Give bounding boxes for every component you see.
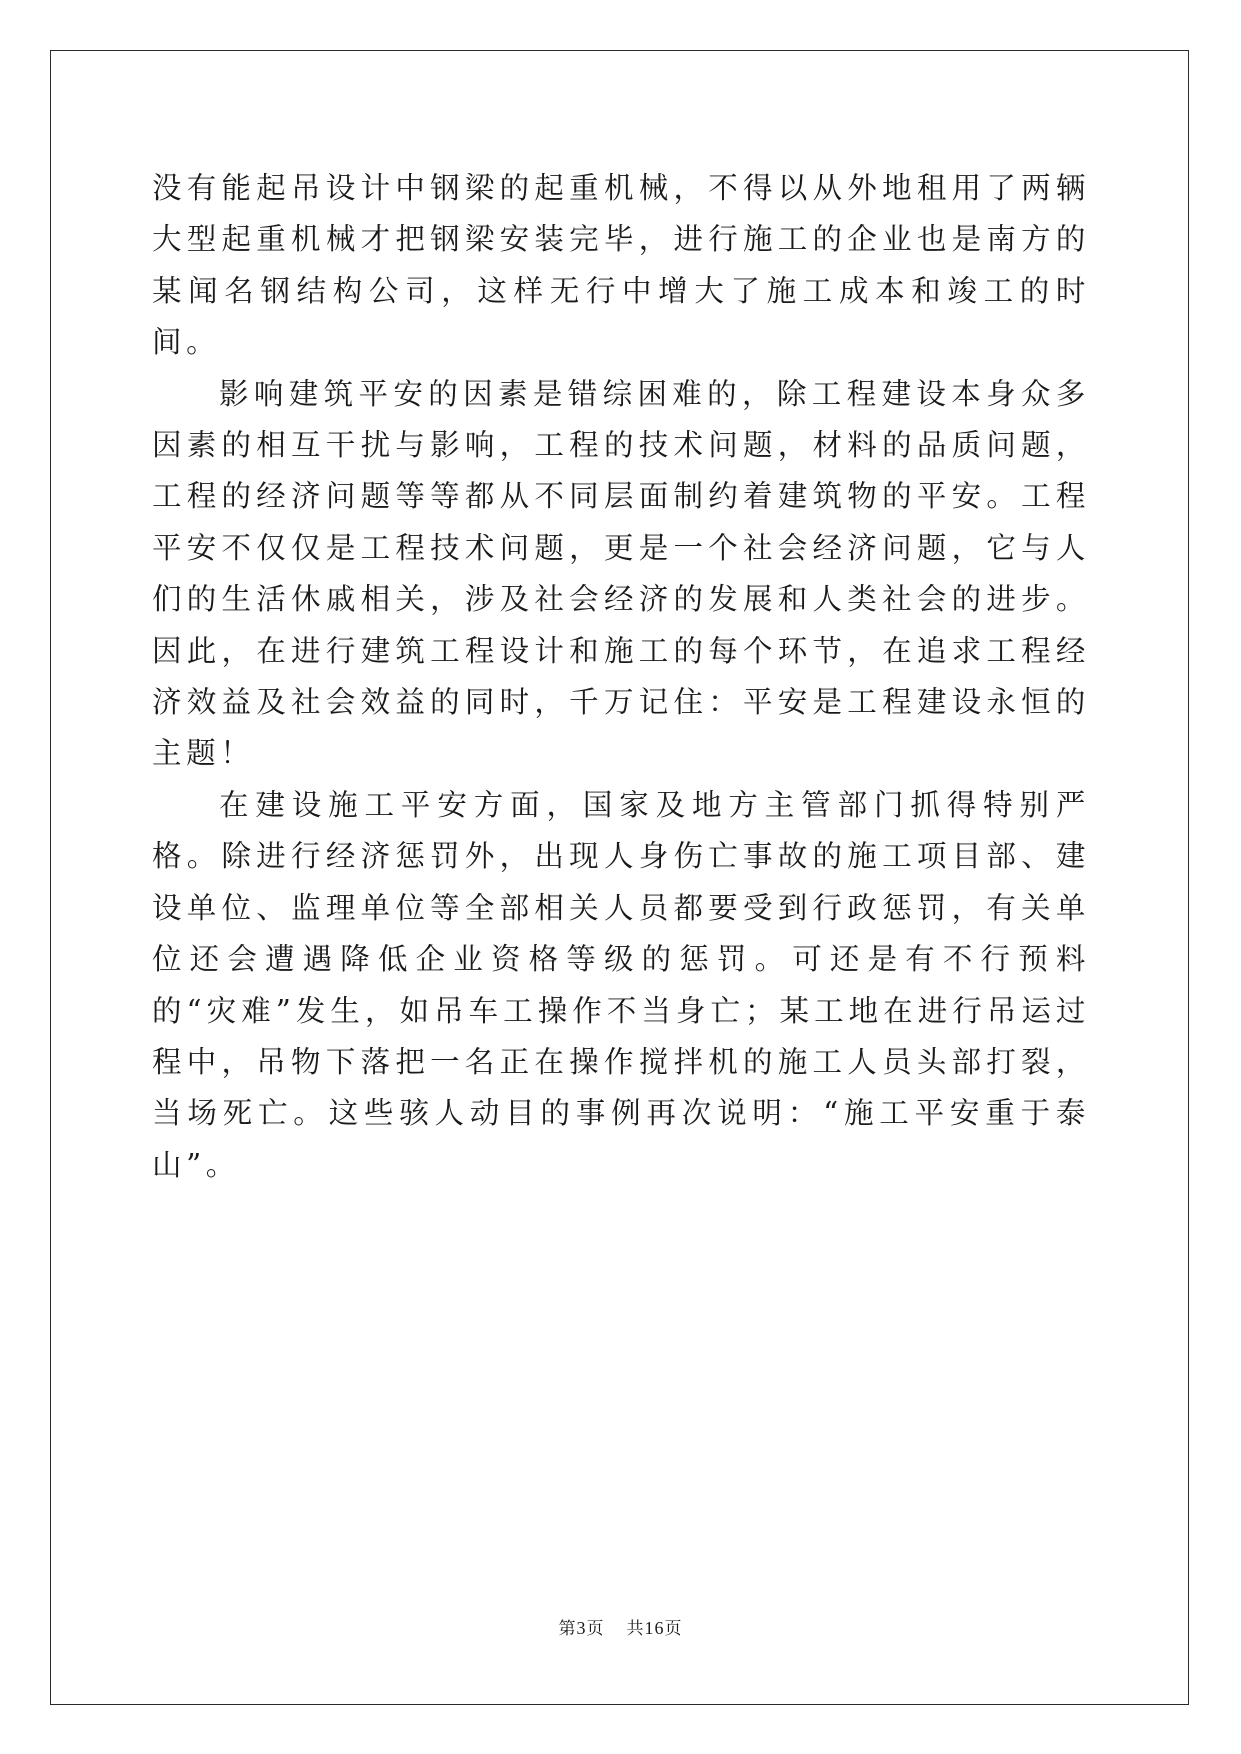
total-prefix: 共 — [626, 1619, 645, 1639]
page-suffix: 页 — [586, 1619, 605, 1639]
page-current: 3 — [576, 1618, 587, 1638]
page-total: 16 — [644, 1618, 665, 1638]
paragraph-1: 没有能起吊设计中钢梁的起重机械，不得以从外地租用了两辆大型起重机械才把钢梁安装完毕，进行施工的企业也是南方的某闻名钢结构公司，这样无行中增大了施工成本和竣工的时间。 — [152, 171, 1090, 360]
document-body — [152, 163, 1090, 1191]
paragraph-3: 在建设施工平安方面，国家及地方主管部门抓得特别严格。除进行经济惩罚外，出现人身伤亡事故的施工项目部、建设单位、监理单位等全部相关人员都要受到行政惩罚，有关单位还会遭遇降低企业资格等级的惩罚。可还是有不行预料的“灾难”发生，如吊车工操作不当身亡；某工地在进行吊运过程中，吊物下落把一名正在操作搅拌机的施工人员头部打裂，当场死亡。这些骇人动目的事例再次说明：“施工平安重于泰山”。 — [152, 787, 1090, 1182]
paragraph-2: 影响建筑平安的因素是错综困难的，除工程建设本身众多因素的相互干扰与影响，工程的技术问题，材料的品质问题，工程的经济问题等等都从不同层面制约着建筑物的平安。工程平安不仅仅是工程技术问题，更是一个社会经济问题，它与人们的生活休戚相关，涉及社会经济的发展和人类社会的进步。因此，在进行建筑工程设计和施工的每个环节，在追求工程经济效益及社会效益的同时，千万记住：平安是工程建设永恒的主题！ — [152, 376, 1090, 771]
page-prefix: 第 — [558, 1619, 577, 1639]
page-footer — [0, 1614, 1241, 1639]
total-suffix: 页 — [664, 1619, 683, 1639]
